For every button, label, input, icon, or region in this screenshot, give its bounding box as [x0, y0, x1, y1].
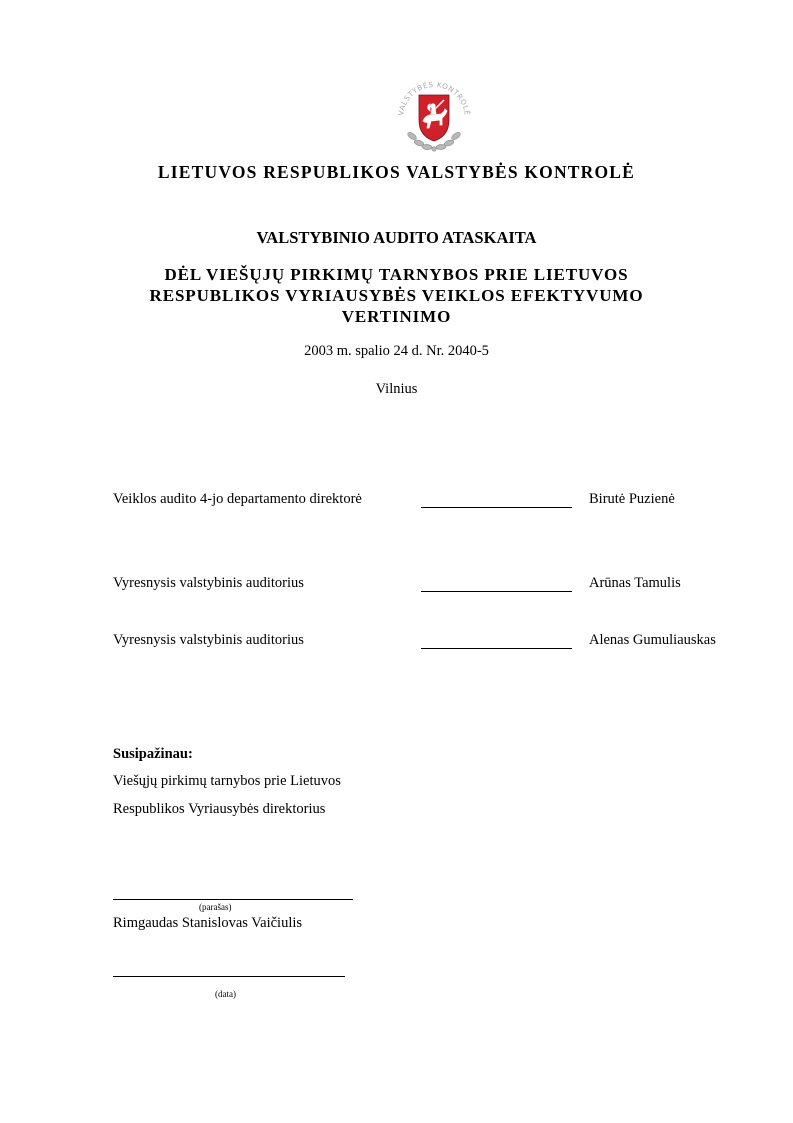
signatory-role: Vyresnysis valstybinis auditorius: [113, 575, 304, 591]
report-title-line: RESPUBLIKOS VYRIAUSYBĖS VEIKLOS EFEKTYVUMO: [149, 286, 644, 305]
report-title: [0, 264, 793, 327]
date-and-number: 2003 m. spalio 24 d. Nr. 2040-5: [304, 343, 489, 359]
lithuanian-coat-of-arms-icon: [395, 78, 473, 154]
signatory-name: Birutė Puzienė: [589, 491, 675, 507]
date-caption: (data): [215, 989, 236, 999]
signature-line: [421, 591, 572, 592]
acknowledgement-position-line: Viešųjų pirkimų tarnybos prie Lietuvos: [113, 773, 341, 789]
signature-line: [113, 899, 353, 900]
signature-caption: (parašas): [199, 902, 232, 912]
signatory-role: Vyresnysis valstybinis auditorius: [113, 632, 304, 648]
document-type: VALSTYBINIO AUDITO ATASKAITA: [256, 228, 537, 247]
organization-name: LIETUVOS RESPUBLIKOS VALSTYBĖS KONTROLĖ: [157, 162, 636, 182]
acknowledgement-title: Susipažinau:: [113, 746, 193, 762]
place: Vilnius: [375, 381, 418, 397]
report-title-line: VERTINIMO: [341, 307, 452, 326]
signature-line: [421, 648, 572, 649]
acknowledgement-position-line: Respublikos Vyriausybės direktorius: [113, 801, 326, 817]
seal-text: VALSTYBĖS KONTROLĖ: [396, 79, 472, 117]
signatory-name: Alenas Gumuliauskas: [589, 632, 716, 648]
signatory-name: Arūnas Tamulis: [589, 575, 681, 591]
signatory-role: Veiklos audito 4-jo departamento direktorė: [113, 491, 362, 507]
acknowledger-name: Rimgaudas Stanislovas Vaičiulis: [113, 915, 303, 931]
date-line: [113, 976, 345, 977]
report-title-line: DĖL VIEŠŲJŲ PIRKIMŲ TARNYBOS PRIE LIETUVOS: [164, 265, 629, 284]
state-audit-emblem: [395, 78, 473, 154]
signature-line: [421, 507, 572, 508]
